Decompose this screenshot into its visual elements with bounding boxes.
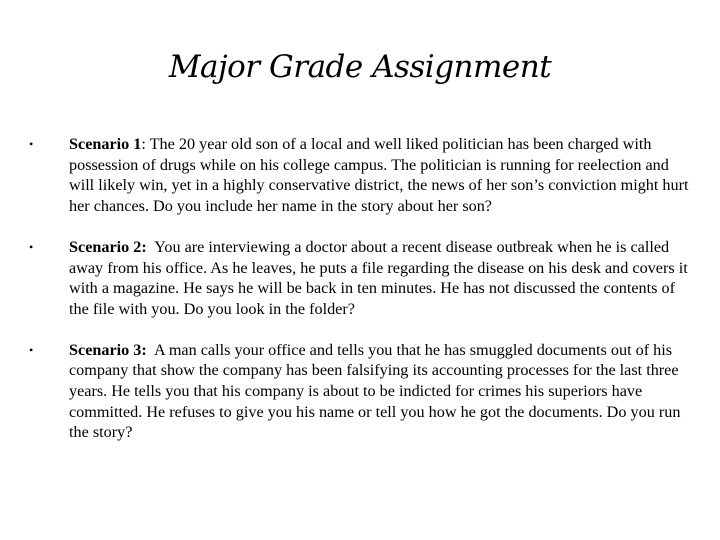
scenario-text: A man calls your office and tells you that he has smuggled documents out of his company that show the company has been falsifying its accounting processes for the last three years. He tells you that his company is about to be indicted for crimes his superiors have committed. He refuses to give you his name or tell you how he got the documents. Do you run the story? <box>69 340 681 442</box>
scenario-label: Scenario 3: <box>69 340 147 359</box>
slide-title: Major Grade Assignment <box>168 49 552 85</box>
scenario-text: The 20 year old son of a local and well liked politician has been charged with possession of drugs while on his college campus. The politician is running for reelection and will likely win, yet in a highly conservative district, the news of her son’s conviction might hurt her chances. Do you include her name in the story about her son? <box>69 135 689 216</box>
scenario-label: Scenario 2: <box>69 237 147 256</box>
bullet-icon: • <box>29 137 34 151</box>
scenario-item-3 <box>0 340 720 444</box>
bullet-icon: • <box>29 342 34 357</box>
scenario-label: Scenario 1 <box>69 135 142 153</box>
scenario-separator <box>147 341 154 359</box>
bullet-icon: • <box>29 239 34 254</box>
scenario-text: You are interviewing a doctor about a recent disease outbreak when he is called away from his office. As he leaves, he puts a file regarding the disease on his desk and covers it with a magazine. He says he will be back in ten minutes. He has not discussed the contents of the file with you. Do you look in the folder? <box>69 237 688 318</box>
scenario-item-1 <box>0 134 720 217</box>
scenario-separator: : <box>141 135 150 153</box>
scenario-list <box>0 134 720 463</box>
scenario-item-2 <box>0 237 720 320</box>
